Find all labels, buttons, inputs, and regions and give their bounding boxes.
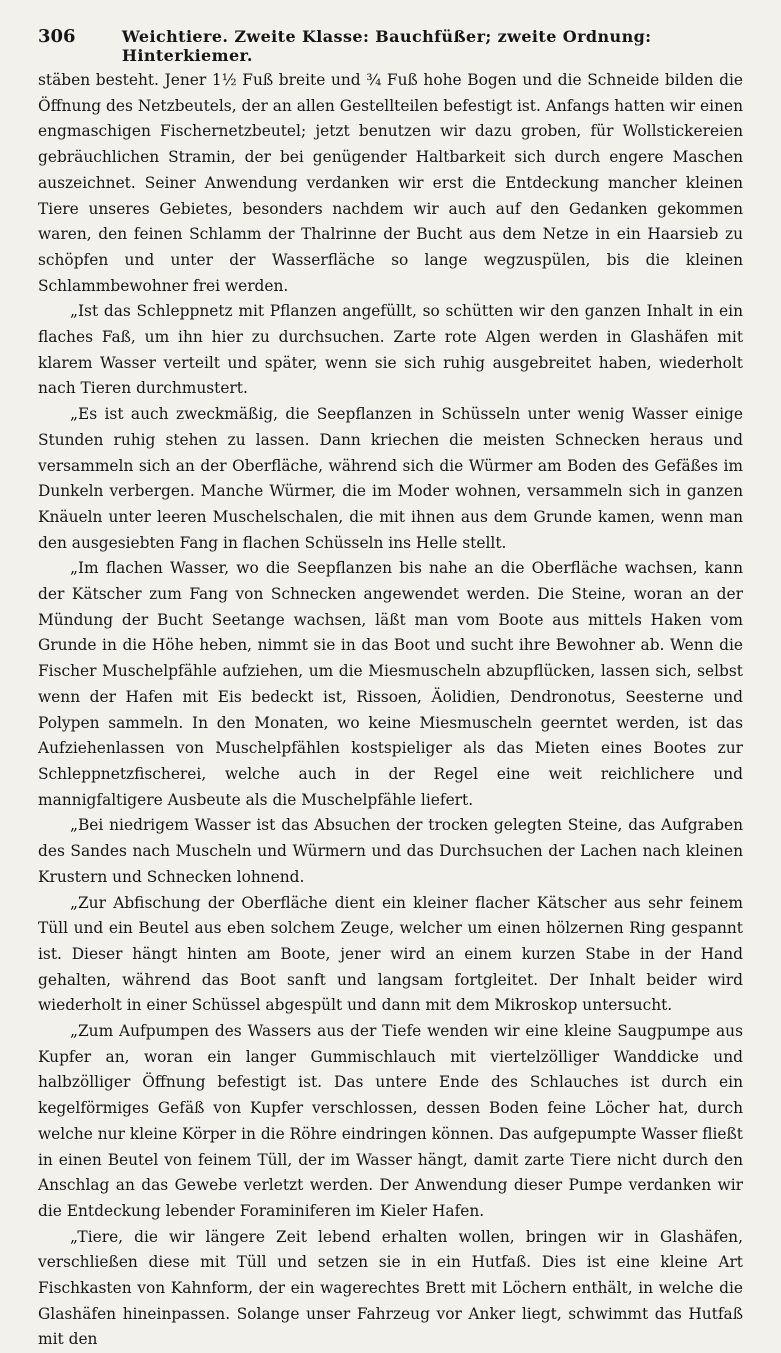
running-head-title: Weichtiere. Zweite Klasse: Bauchfüßer; zweite Ordnung: Hinterkiemer.	[121, 27, 652, 65]
page-number: 306	[38, 26, 76, 47]
paragraph-8: „Tiere, die wir längere Zeit lebend erhalten wollen, bringen wir in Glashäfen, verschließen diese mit Tüll und setzen sie in ein Hutfaß. Dies ist eine kleine Art Fischkasten von Kahnform, der ein wagerechtes Brett mit Löchern enthält, in welche die Glashäfen hineinpassen. Solange unser Fahrzeug vor Anker liegt, schwimmt das Hutfaß mit den	[38, 1227, 743, 1349]
paragraph-5: „Bei niedrigem Wasser ist das Absuchen der trocken gelegten Steine, das Aufgraben des Sandes nach Muscheln und Würmern und das Durchsuchen der Lachen nach kleinen Krustern und Schnecken lohnend.	[38, 816, 743, 886]
paragraph-2: „Ist das Schleppnetz mit Pflanzen angefüllt, so schütten wir den ganzen Inhalt in ein flaches Faß, um ihn hier zu durchsuchen. Zarte rote Algen werden in Glashäfen mit klarem Wasser verteilt und später, wenn sie sich ruhig ausgebreitet haben, wiederholt nach Tieren durchmustert.	[38, 302, 743, 398]
paragraph-7: „Zum Aufpumpen des Wassers aus der Tiefe wenden wir eine kleine Saugpumpe aus Kupfer an, woran ein langer Gummischlauch mit viertelzölliger Wanddicke und halbzölliger Öffnung befestigt ist. Das untere Ende des Schlauches ist durch ein kegelförmiges Gefäß von Kupfer verschlossen, dessen Boden feine Löcher hat, durch welche nur kleine Körper in die Röhre eindringen können. Das aufgepumpte Wasser fließt in einen Beutel von feinem Tüll, der im Wasser hängt, damit zarte Tiere nicht durch den Anschlag an das Gewebe verletzt werden. Der Anwendung dieser Pumpe verdanken wir die Entdeckung lebender Foraminiferen im Kieler Hafen.	[38, 1022, 743, 1220]
paragraph-4: „Im flachen Wasser, wo die Seepflanzen bis nahe an die Oberfläche wachsen, kann der Kätscher zum Fang von Schnecken angewendet werden. Die Steine, woran an der Mündung der Bucht Seetange wachsen, läßt man vom Boote aus mittels Haken vom Grunde in die Höhe heben, nimmt sie in das Boot und sucht ihre Bewohner ab. Wenn die Fischer Muschelpfähle aufziehen, um die Miesmuscheln abzupflücken, lassen sich, selbst wenn der Hafen mit Eis bedeckt ist, Rissoen, Äolidien, Dendronotus, Seesterne und Polypen sammeln. In den Monaten, wo keine Miesmuscheln geerntet werden, ist das Aufziehenlassen von Muschelpfählen kostspieliger als das Mieten eines Bootes zur Schleppnetzfischerei, welche auch in der Regel eine weit reichlichere und mannigfaltigere Ausbeute als die Muschelpfähle liefert.	[38, 559, 743, 809]
paragraph-6: „Zur Abfischung der Oberfläche dient ein kleiner flacher Kätscher aus sehr feinem Tüll und ein Beutel aus eben solchem Zeuge, welcher um einen hölzernen Ring gespannt ist. Dieser hängt hinten am Boote, jener wird an einem kurzen Stabe in der Hand gehalten, während das Boot sanft und langsam fortgleitet. Der Inhalt beider wird wiederholt in einer Schüssel abgespült und dann mit dem Mikroskop untersucht.	[38, 893, 743, 1015]
paragraph-3: „Es ist auch zweckmäßig, die Seepflanzen in Schüsseln unter wenig Wasser einige Stunden ruhig stehen zu lassen. Dann kriechen die meisten Schnecken heraus und versammeln sich an der Oberfläche, während sich die Würmer am Boden des Gefäßes im Dunkeln verbergen. Manche Würmer, die im Moder wohnen, versammeln sich in ganzen Knäueln unter leeren Muschelschalen, die mit ihnen aus dem Grunde kamen, wenn man den ausgesiebten Fang in flachen Schüsseln ins Helle stellt.	[38, 405, 743, 552]
body-text	[38, 68, 743, 1353]
running-head	[38, 26, 743, 65]
paragraph-1: stäben besteht. Jener 1½ Fuß breite und ¾ Fuß hohe Bogen und die Schneide bilden die Öffnung des Netzbeutels, der an allen Gestellteilen befestigt ist. Anfangs hatten wir einen engmaschigen Fischernetzbeutel; jetzt benutzen wir dazu groben, für Wollstickereien gebräuchlichen Stramin, der bei genügender Haltbarkeit sich durch engere Maschen auszeichnet. Seiner Anwendung verdanken wir erst die Entdeckung mancher kleinen Tiere unseres Gebietes, besonders nachdem wir auch auf den Gedanken gekommen waren, den feinen Schlamm der Thalrinne der Bucht aus dem Netze in ein Haarsieb zu schöpfen und unter der Wasserfläche so lange wegzuspülen, bis die kleinen Schlammbewohner frei werden.	[38, 71, 743, 295]
